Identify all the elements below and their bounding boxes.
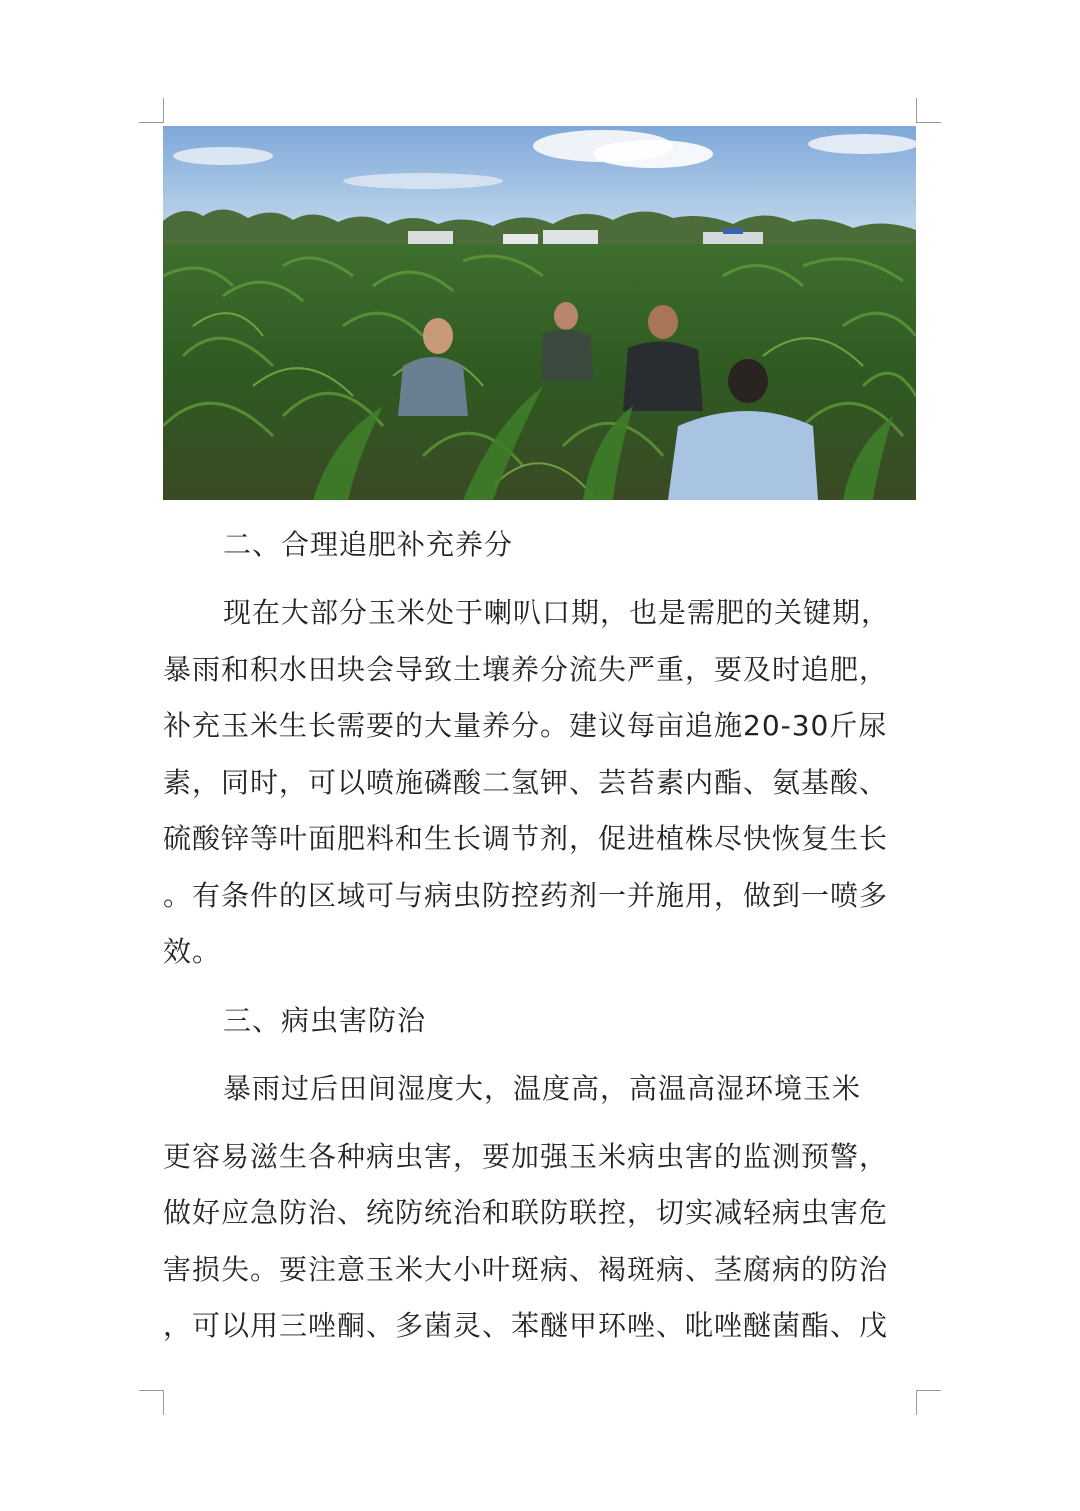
paragraph-line: 硫酸锌等叶面肥料和生长调节剂，促进植株尽快恢复生长 (163, 822, 889, 855)
section-heading-topdressing: 二、合理追肥补充养分 (223, 528, 514, 561)
paragraph-line: 害损失。要注意玉米大小叶斑病、褐斑病、茎腐病的防治 (163, 1253, 889, 1286)
paragraph-line: 。有条件的区域可与病虫防控药剂一并施用，做到一喷多 (163, 879, 889, 912)
paragraph-line: ，可以用三唑酮、多菌灵、苯醚甲环唑、吡唑醚菌酯、戊 (163, 1309, 889, 1342)
section-heading-pest-control: 三、病虫害防治 (223, 1004, 427, 1037)
paragraph-line: 补充玉米生长需要的大量养分。建议每亩追施20-30斤尿 (163, 709, 888, 742)
paragraph-line: 效。 (163, 935, 222, 968)
cornfield-photo (163, 126, 916, 500)
paragraph-line: 做好应急防治、统防统治和联防联控，切实减轻病虫害危 (163, 1196, 889, 1229)
page-corner-mark-bottom-left (139, 1390, 164, 1415)
paragraph-line: 更容易滋生各种病虫害，要加强玉米病虫害的监测预警， (163, 1140, 889, 1173)
paragraph-line: 暴雨过后田间湿度大，温度高，高温高湿环境玉米 (223, 1072, 862, 1105)
paragraph-line: 素，同时，可以喷施磷酸二氢钾、芸苔素内酯、氨基酸、 (163, 766, 889, 799)
page-corner-mark-top-left (139, 98, 164, 123)
paragraph-line: 暴雨和积水田块会导致土壤养分流失严重，要及时追肥， (163, 653, 889, 686)
page-corner-mark-bottom-right (916, 1390, 941, 1415)
paragraph-line: 现在大部分玉米处于喇叭口期，也是需肥的关键期， (223, 596, 891, 629)
page-corner-mark-top-right (916, 98, 941, 123)
